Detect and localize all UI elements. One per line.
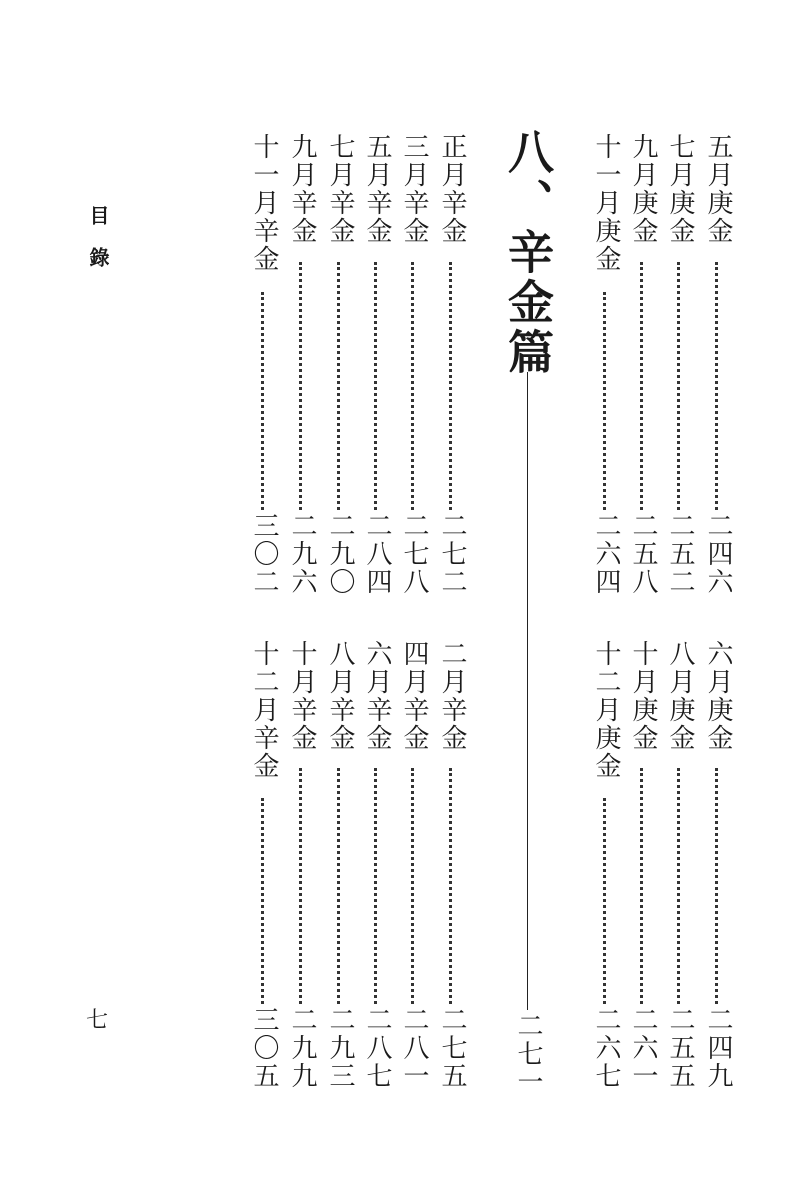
toc-entry-page: 三〇二 — [249, 512, 279, 596]
leader-dots — [337, 768, 346, 1004]
toc-entry-title: 五月庚金 — [703, 133, 733, 245]
toc-entry-title: 十月辛金 — [287, 640, 317, 752]
toc-entry-title: 五月辛金 — [362, 133, 392, 245]
toc-entry-page: 二四九 — [703, 1006, 733, 1090]
toc-entry-page: 二六四 — [591, 512, 621, 596]
toc-entry-page: 二八四 — [362, 512, 392, 596]
toc-entry-page: 三〇五 — [249, 1006, 279, 1090]
section-heading: 八、辛金篇 — [501, 128, 555, 378]
running-header: 目錄 — [86, 205, 110, 289]
toc-entry-page: 二七八 — [399, 512, 429, 596]
toc-entry-page: 二四六 — [703, 512, 733, 596]
toc-entry-page: 二五五 — [665, 1006, 695, 1090]
leader-dots — [449, 262, 458, 510]
leader-dots — [261, 798, 270, 1004]
toc-entry-page: 二九六 — [287, 512, 317, 596]
toc-entry-title: 九月辛金 — [287, 133, 317, 245]
leader-dots — [640, 262, 649, 510]
page-number: 七 — [86, 1008, 109, 1033]
heading-rule — [527, 372, 528, 1010]
toc-entry-page: 二七五 — [437, 1006, 467, 1090]
leader-dots — [640, 768, 649, 1004]
toc-entry-title: 二月辛金 — [437, 640, 467, 752]
leader-dots — [411, 262, 420, 510]
toc-entry-page: 二六一 — [628, 1006, 658, 1090]
leader-dots — [715, 262, 724, 510]
leader-dots — [299, 262, 308, 510]
leader-dots — [603, 292, 612, 510]
toc-entry-page: 二六七 — [591, 1006, 621, 1090]
toc-entry-page: 二八一 — [399, 1006, 429, 1090]
toc-entry-title: 七月庚金 — [665, 133, 695, 245]
toc-entry-page: 二九九 — [287, 1006, 317, 1090]
leader-dots — [677, 768, 686, 1004]
toc-entry-title: 六月辛金 — [362, 640, 392, 752]
toc-entry-title: 十二月辛金 — [249, 640, 279, 780]
toc-entry-page: 二五八 — [628, 512, 658, 596]
toc-entry-title: 八月辛金 — [325, 640, 355, 752]
toc-entry-title: 十月庚金 — [628, 640, 658, 752]
toc-entry-title: 八月庚金 — [665, 640, 695, 752]
toc-entry-page: 二八七 — [362, 1006, 392, 1090]
toc-entry-title: 四月辛金 — [399, 640, 429, 752]
toc-entry-title: 十一月庚金 — [591, 133, 621, 273]
toc-entry-title: 十一月辛金 — [249, 133, 279, 273]
toc-entry-page: 二七二 — [437, 512, 467, 596]
leader-dots — [337, 262, 346, 510]
toc-entry-title: 正月辛金 — [437, 133, 467, 245]
section-heading-page: 二七一 — [513, 1012, 543, 1096]
leader-dots — [449, 768, 458, 1004]
toc-entry-title: 七月辛金 — [325, 133, 355, 245]
toc-entry-title: 九月庚金 — [628, 133, 658, 245]
leader-dots — [715, 768, 724, 1004]
leader-dots — [374, 768, 383, 1004]
leader-dots — [299, 768, 308, 1004]
toc-entry-title: 六月庚金 — [703, 640, 733, 752]
toc-entry-title: 十二月庚金 — [591, 640, 621, 780]
leader-dots — [374, 262, 383, 510]
toc-entry-page: 二五二 — [665, 512, 695, 596]
leader-dots — [411, 768, 420, 1004]
toc-entry-page: 二九〇 — [325, 512, 355, 596]
leader-dots — [261, 292, 270, 510]
toc-entry-title: 三月辛金 — [399, 133, 429, 245]
toc-entry-page: 二九三 — [325, 1006, 355, 1090]
leader-dots — [603, 798, 612, 1004]
leader-dots — [677, 262, 686, 510]
